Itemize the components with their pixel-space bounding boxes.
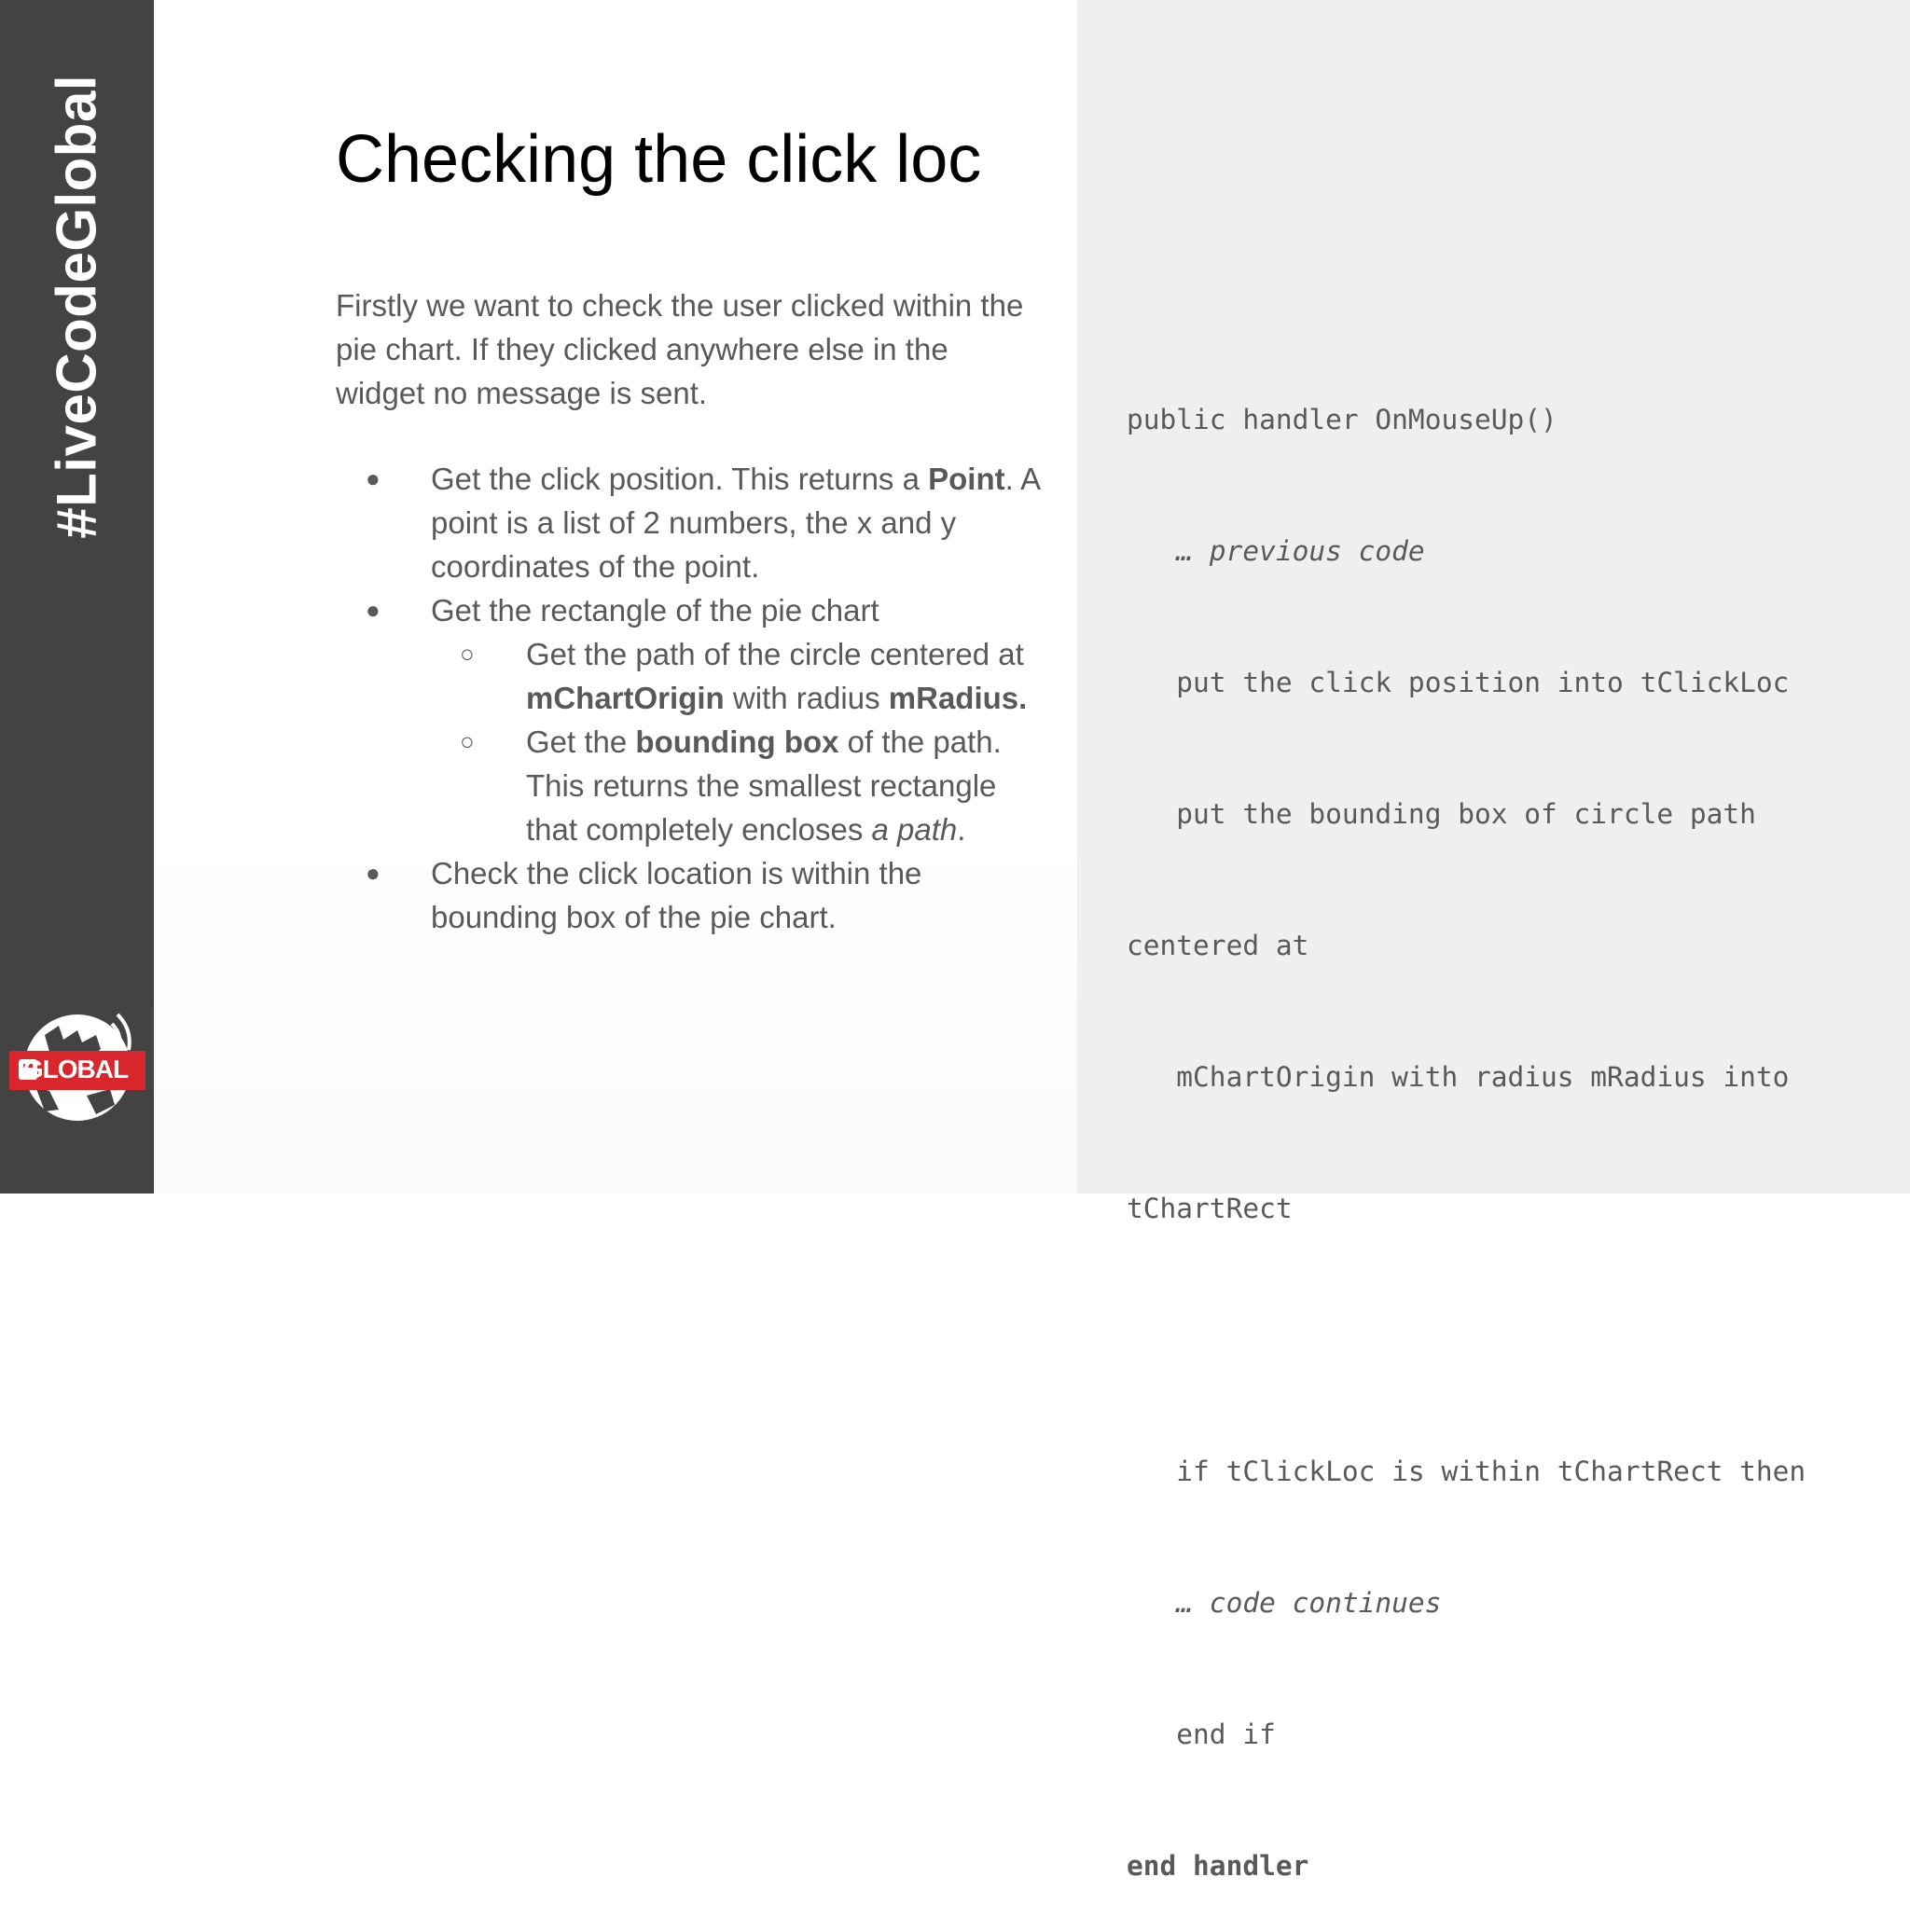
code-line: centered at [1127, 930, 1309, 961]
code-block [1127, 310, 1891, 1932]
code-line: … code continues [1127, 1587, 1442, 1619]
intro-paragraph: Firstly we want to check the user clicked within the pie chart. If they clicked anywhere else in the widget no message is sent. [336, 288, 1024, 410]
code-line: tChartRect [1127, 1193, 1293, 1224]
code-line: public handler OnMouseUp() [1127, 404, 1557, 435]
bullet-dot-icon: ● [366, 464, 381, 492]
bullet-dot-icon: ● [366, 859, 381, 887]
code-line: end handler [1127, 1850, 1309, 1882]
code-line: put the bounding box of circle path [1127, 798, 1756, 830]
hashtag-livecodeglobal: #LiveCodeGlobal [45, 75, 108, 539]
bullet-item: ● Get the rectangle of the pie chart [336, 588, 1054, 632]
bullet-item: ● Get the click position. This returns a Point. A point is a list of 2 numbers, the x and y coordinates of the point. [336, 457, 1054, 588]
bullet-dot-icon: ● [366, 596, 381, 624]
sub-bullet-circle-icon: ○ [460, 640, 475, 668]
sub-bullet-circle-icon: ○ [460, 727, 475, 755]
sidebar [0, 0, 154, 1194]
sub-bullet-item: ○ Get the bounding box of the path. This returns the smallest rectangle that completely encloses a path. [336, 720, 1054, 851]
bullet-item: ● Check the click location is within the bounding box of the pie chart. [336, 851, 1054, 939]
code-line: end if [1127, 1718, 1276, 1750]
code-line: if tClickLoc is within tChartRect then [1127, 1456, 1806, 1487]
code-line: … previous code [1127, 535, 1425, 567]
sub-bullet-item: ○ Get the path of the circle centered at mChartOrigin with radius mRadius. [336, 632, 1054, 720]
code-line: mChartOrigin with radius mRadius into [1127, 1061, 1790, 1093]
code-line: put the click position into tClickLoc [1127, 667, 1790, 698]
logo-text: GLOBAL [22, 1055, 129, 1083]
slide-title: Checking the click loc [336, 122, 982, 197]
code-line [1127, 1318, 1891, 1362]
bullet-list [336, 457, 1054, 939]
